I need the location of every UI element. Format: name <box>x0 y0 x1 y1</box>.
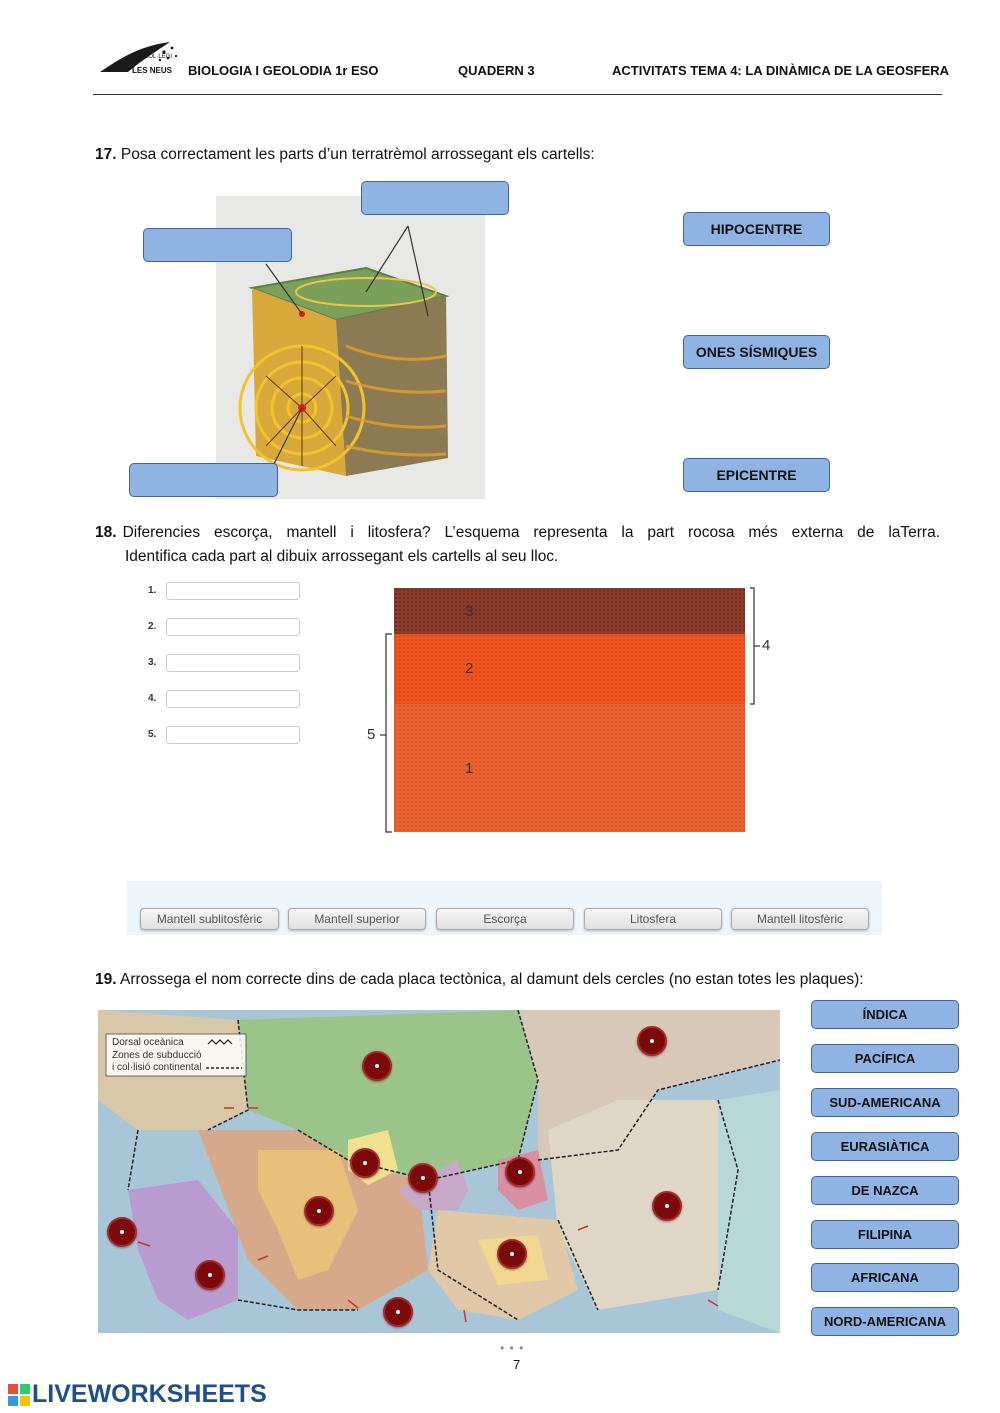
plate-drop-circle[interactable] <box>304 1196 334 1226</box>
chip-mantell-sublitosferic[interactable]: Mantell sublitosfèric <box>140 908 279 930</box>
plate-drop-circle[interactable] <box>195 1260 225 1290</box>
chip-litosfera[interactable]: Litosfera <box>584 908 722 930</box>
layer-label-3: 3 <box>465 603 474 620</box>
q17-text: Posa correctament les parts d’un terratrèmol arrossegant els cartells: <box>120 146 595 163</box>
answer-input-5[interactable] <box>166 726 300 744</box>
tag-sud-americana[interactable]: SUD-AMERICANA <box>811 1088 959 1117</box>
page-dots: • • • <box>500 1341 525 1355</box>
row-label-2: 2. <box>148 621 157 632</box>
q18-number: 18. <box>95 524 117 541</box>
tag-ones-sismiques[interactable]: ONES SÍSMIQUES <box>683 335 830 369</box>
plate-drop-circle[interactable] <box>408 1163 438 1193</box>
plate-drop-circle[interactable] <box>497 1239 527 1269</box>
answer-input-3[interactable] <box>166 654 300 672</box>
q17-drop-box-bottom[interactable] <box>129 463 278 497</box>
legend-line-3: i col·lisió continental <box>112 1062 202 1073</box>
legend-line-2: Zones de subducció <box>112 1050 202 1061</box>
layer-label-2: 2 <box>465 660 474 677</box>
row-label-4: 4. <box>148 693 157 704</box>
page-number: 7 <box>513 1357 521 1372</box>
q17-drop-box-top[interactable] <box>361 181 509 215</box>
legend-line-1: Dorsal oceànica <box>112 1037 184 1048</box>
q19-number: 19. <box>95 971 117 988</box>
row-label-3: 3. <box>148 657 157 668</box>
header-divider <box>93 94 942 95</box>
q17-number: 17. <box>95 146 117 163</box>
tag-eurasiatica[interactable]: EURASIÀTICA <box>811 1132 959 1161</box>
header-subject: BIOLOGIA I GEOLODIA 1r ESO <box>188 63 379 78</box>
q17-drop-box-left[interactable] <box>143 228 292 262</box>
logo-small-text: COL·LEGI <box>144 54 173 60</box>
row-label-5: 5. <box>148 729 157 740</box>
logo-text: LES NEUS <box>132 66 173 75</box>
answer-input-2[interactable] <box>166 618 300 636</box>
tag-hipocentre[interactable]: HIPOCENTRE <box>683 212 830 246</box>
tag-de-nazca[interactable]: DE NAZCA <box>811 1176 959 1205</box>
q18-text-line2: Identifica cada part al dibuix arrossegant els cartells al seu lloc. <box>125 548 559 565</box>
liveworksheets-logo-icon <box>8 1384 30 1406</box>
chip-mantell-superior[interactable]: Mantell superior <box>288 908 426 930</box>
tag-epicentre[interactable]: EPICENTRE <box>683 458 830 492</box>
row-label-1: 1. <box>148 585 157 596</box>
bracket-lines <box>360 580 780 840</box>
liveworksheets-brand[interactable]: LIVEWORKSHEETS <box>32 1380 267 1408</box>
plate-drop-circle[interactable] <box>383 1297 413 1327</box>
bracket-label-5: 5 <box>367 726 376 743</box>
q19-statement <box>95 968 864 992</box>
tag-filipina[interactable]: FILIPINA <box>811 1220 959 1249</box>
plate-drop-circle[interactable] <box>652 1191 682 1221</box>
q18-statement <box>95 521 940 569</box>
chip-mantell-litosferic[interactable]: Mantell litosfèric <box>731 908 869 930</box>
q18-line1 <box>95 521 940 545</box>
answer-input-1[interactable] <box>166 582 300 600</box>
header-notebook: QUADERN 3 <box>458 63 535 78</box>
plate-drop-circle[interactable] <box>505 1157 535 1187</box>
q19-text: Arrossega el nom correcte dins de cada placa tectònica, al damunt dels cercles (no estan totes les plaques): <box>120 971 864 988</box>
plate-drop-circle[interactable] <box>350 1148 380 1178</box>
tag-indica[interactable]: ÍNDICA <box>811 1000 959 1029</box>
header-unit: ACTIVITATS TEMA 4: LA DINÀMICA DE LA GEOSFERA <box>612 63 950 78</box>
q17-statement <box>95 143 595 167</box>
chip-escorca[interactable]: Escorça <box>436 908 574 930</box>
q18-text-line1: Diferencies escorça, mantell i litosfera? L’esquema representa la part rocosa més externa de laTerra. <box>122 524 940 541</box>
plate-drop-circle[interactable] <box>362 1051 392 1081</box>
plate-drop-circle[interactable] <box>637 1026 667 1056</box>
answer-input-4[interactable] <box>166 690 300 708</box>
bracket-label-4: 4 <box>762 637 771 654</box>
tag-nord-americana[interactable]: NORD-AMERICANA <box>811 1307 959 1336</box>
layer-label-1: 1 <box>465 760 474 777</box>
tag-pacifica[interactable]: PACÍFICA <box>811 1044 959 1073</box>
plate-drop-circle[interactable] <box>107 1217 137 1247</box>
tag-africana[interactable]: AFRICANA <box>811 1263 959 1292</box>
